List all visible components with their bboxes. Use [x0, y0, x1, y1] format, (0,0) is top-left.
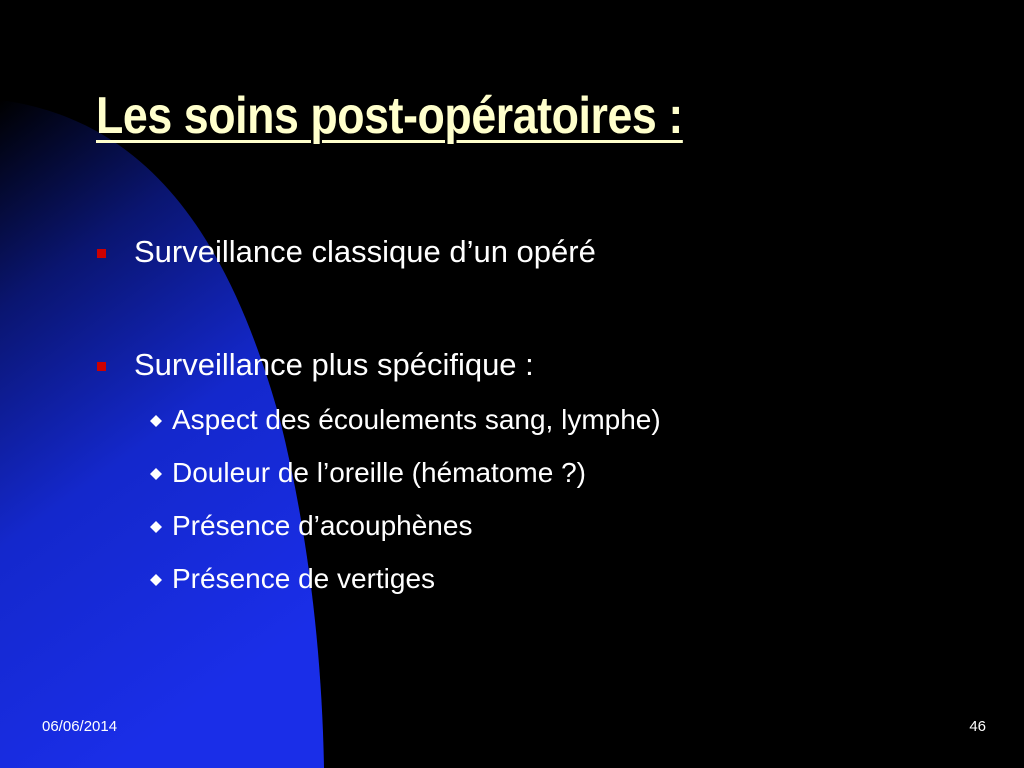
white-diamond-icon: [150, 574, 162, 586]
bullet-text: Surveillance classique d’un opéré: [134, 234, 596, 269]
footer-date: 06/06/2014: [42, 718, 118, 735]
sub-bullet-item: [150, 510, 472, 542]
sub-bullet-text: Douleur de l’oreille (hématome ?): [172, 457, 586, 488]
white-diamond-icon: [150, 468, 162, 480]
bullet-text: Surveillance plus spécifique :: [134, 347, 534, 382]
white-diamond-icon: [150, 521, 162, 533]
sub-bullet-text: Aspect des écoulements sang, lymphe): [172, 404, 661, 435]
sub-bullet-text: Présence d’acouphènes: [172, 510, 473, 541]
slide-title: Les soins post-opératoires :: [96, 87, 683, 145]
sub-bullet-item: [150, 404, 661, 436]
red-square-icon: [97, 249, 106, 258]
bullet-item: [97, 347, 534, 383]
sub-bullet-text: Présence de vertiges: [172, 563, 436, 594]
sub-bullet-item: [150, 457, 586, 489]
red-square-icon: [97, 362, 106, 371]
bullet-item: [97, 234, 596, 270]
sub-bullet-item: [150, 563, 435, 595]
white-diamond-icon: [150, 415, 162, 427]
page-number: 46: [969, 718, 986, 735]
